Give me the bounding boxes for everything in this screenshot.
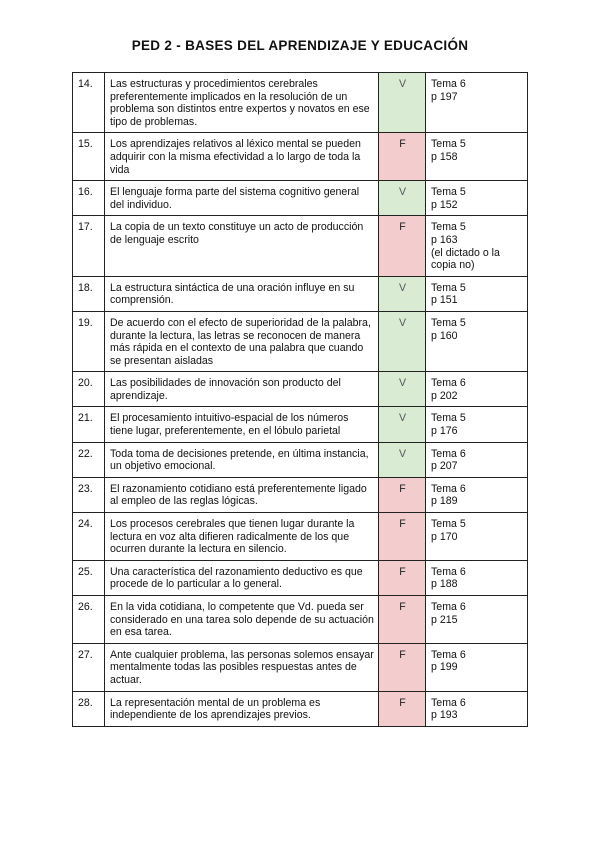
question-number: 20. [73,372,105,407]
question-number: 16. [73,181,105,216]
question-statement: Las posibilidades de innovación son producto del aprendizaje. [105,372,379,407]
reference-topic: Tema 6 [431,482,466,495]
table-row [73,216,528,276]
reference-page: p 189 [431,495,458,508]
answer-true-cell: V [379,181,426,216]
reference-cell [426,513,528,561]
reference-page: p 151 [431,294,458,307]
reference-topic: Tema 5 [431,186,466,199]
reference-page: p 158 [431,150,458,163]
answer-false-cell: F [379,691,426,726]
table-row [73,311,528,371]
table-row [73,477,528,512]
reference-topic: Tema 6 [431,78,466,90]
table-row [73,560,528,595]
question-statement: Toda toma de decisiones pretende, en última instancia, un objetivo emocional. [105,442,379,477]
reference-cell [426,643,528,691]
page-title: PED 2 - BASES DEL APRENDIZAJE Y EDUCACIÓN [131,38,469,53]
table-row [73,73,528,133]
answer-false-cell: F [379,216,426,276]
question-number: 26. [73,596,105,644]
table-row [73,407,528,442]
reference-topic: Tema 6 [431,696,466,709]
table-row [73,691,528,726]
question-number: 17. [73,216,105,276]
question-number: 23. [73,477,105,512]
table-row [73,596,528,644]
answer-false-cell: F [379,643,426,691]
question-statement: El lenguaje forma parte del sistema cognitivo general del individuo. [105,181,379,216]
question-statement: Ante cualquier problema, las personas solemos ensayar mentalmente todas las posibles respuestas antes de actuar. [105,643,379,691]
reference-cell [426,276,528,311]
question-statement: El razonamiento cotidiano está preferentemente ligado al empleo de las reglas lógicas. [105,477,379,512]
reference-cell [426,477,528,512]
question-number: 24. [73,513,105,561]
question-statement: El procesamiento intuitivo-espacial de los números tiene lugar, preferentemente, en el lóbulo parietal [105,407,379,442]
reference-page: p 176 [431,425,458,438]
answer-true-cell: V [379,407,426,442]
question-statement: Los procesos cerebrales que tienen lugar durante la lectura en voz alta difieren radicalmente de los que ocurren durante la lectura en silencio. [105,513,379,561]
question-number: 18. [73,276,105,311]
question-statement: Las estructuras y procedimientos cerebrales preferentemente implicados en la resolución de un problema son distintos entre expertos y novatos en ese tipo de problemas. [105,73,379,133]
table-row [73,513,528,561]
reference-page: p 188 [431,578,458,591]
reference-page: p 207 [431,460,458,473]
question-statement: Los aprendizajes relativos al léxico mental se pueden adquirir con la misma efectividad a lo largo de toda la vida [105,133,379,181]
reference-topic: Tema 5 [431,221,466,234]
reference-topic: Tema 6 [431,601,466,613]
question-statement: De acuerdo con el efecto de superioridad de la palabra, durante la lectura, las letras se reconocen de manera más rápida en el contexto de una palabra que cuando se presentan aisladas [105,311,379,371]
answer-false-cell: F [379,560,426,595]
reference-topic: Tema 5 [431,316,466,329]
question-number: 19. [73,311,105,371]
table-row [73,442,528,477]
reference-page: p 199 [431,661,458,674]
reference-topic: Tema 5 [431,518,466,531]
reference-page: p 197 [431,90,458,103]
reference-page: p 160 [431,329,458,342]
table-row [73,643,528,691]
reference-cell [426,442,528,477]
reference-page: p 202 [431,389,458,402]
reference-topic: Tema 5 [431,281,466,294]
reference-note: (el dictado o la copia no) [431,246,500,272]
reference-topic: Tema 6 [431,377,466,390]
question-number: 15. [73,133,105,181]
reference-topic: Tema 5 [431,138,466,151]
question-statement: La copia de un texto constituye un acto de producción de lenguaje escrito [105,216,379,276]
answers-table [72,72,528,727]
reference-page: p 170 [431,530,458,543]
reference-cell [426,560,528,595]
reference-topic: Tema 5 [431,412,466,425]
table-row [73,372,528,407]
answer-true-cell: V [379,311,426,371]
reference-cell [426,407,528,442]
answer-true-cell: V [379,276,426,311]
question-number: 27. [73,643,105,691]
reference-cell [426,311,528,371]
question-number: 22. [73,442,105,477]
reference-page: p 163 [431,233,458,246]
reference-cell [426,133,528,181]
reference-cell [426,216,528,276]
answer-true-cell: V [379,442,426,477]
question-number: 28. [73,691,105,726]
reference-cell [426,73,528,133]
reference-cell [426,691,528,726]
reference-topic: Tema 6 [431,648,466,661]
reference-cell [426,181,528,216]
answer-false-cell: F [379,477,426,512]
table-row [73,133,528,181]
table-row [73,181,528,216]
answer-true-cell: V [379,372,426,407]
question-statement: Una característica del razonamiento deductivo es que procede de lo particular a lo general. [105,560,379,595]
reference-page: p 215 [431,613,458,626]
table-row [73,276,528,311]
question-number: 25. [73,560,105,595]
reference-cell [426,596,528,644]
reference-topic: Tema 6 [431,447,466,460]
question-statement: La estructura sintáctica de una oración influye en su comprensión. [105,276,379,311]
reference-page: p 193 [431,709,458,722]
answer-true-cell: V [379,73,426,133]
answer-false-cell: F [379,513,426,561]
reference-cell [426,372,528,407]
question-statement: En la vida cotidiana, lo competente que Vd. pueda ser considerado en una tarea solo depende de su actuación en esa tarea. [105,596,379,644]
question-number: 21. [73,407,105,442]
answer-false-cell: F [379,133,426,181]
question-statement: La representación mental de un problema es independiente de los aprendizajes previos. [105,691,379,726]
answers-table-body [73,73,528,727]
reference-page: p 152 [431,198,458,211]
answer-false-cell: F [379,596,426,644]
reference-topic: Tema 6 [431,565,466,578]
question-number: 14. [73,73,105,133]
